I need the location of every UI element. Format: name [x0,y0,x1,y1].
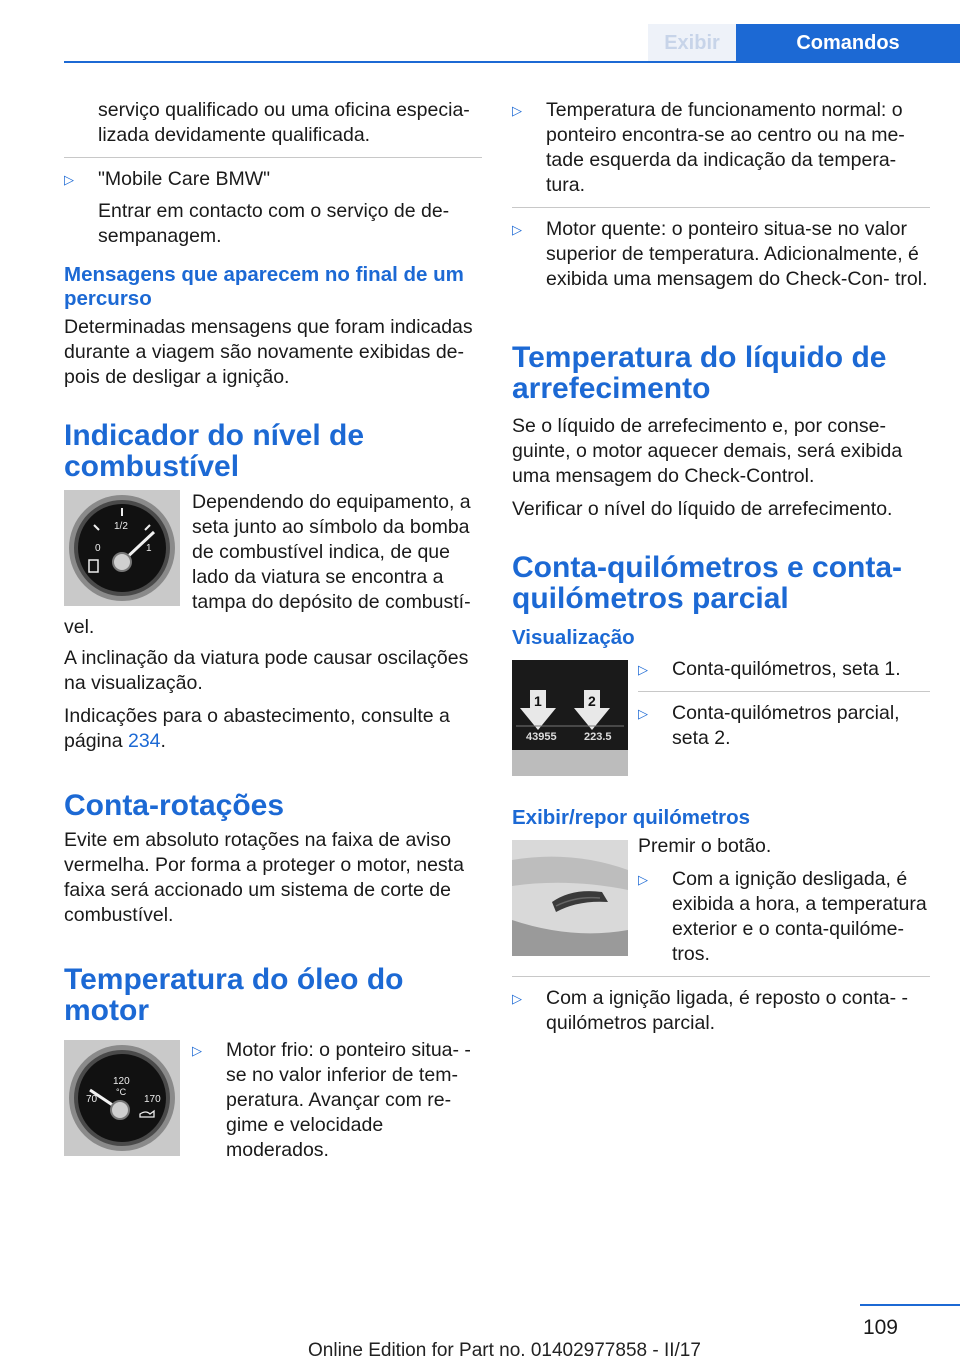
oil-heading: Temperatura do óleo do motor [64,963,404,1027]
separator [512,207,930,208]
separator [638,691,930,692]
page-number: 109 [862,1316,898,1339]
fuel-label-zero: 0 [95,543,101,554]
refuel-page-link[interactable]: 234 [127,730,161,752]
footer-rule [860,1304,960,1306]
odometer-item-1: Conta-quilómetros, seta 1. [672,658,901,680]
reset-list [638,834,930,967]
odometer-section [512,660,930,776]
fuel-heading: Indicador do nível de combustível [64,419,365,483]
tab-comandos[interactable]: Comandos [736,24,960,62]
arrow-1-label: 1 [534,693,542,709]
fuel-tilt-text: A inclinação da viatura pode causar oscilações na visualização. [64,647,469,694]
tab-exibir[interactable]: Exibir [648,24,736,62]
fuel-gauge-image [64,490,180,606]
oil-label-low: 70 [86,1094,98,1105]
reset-item-1: Com a ignição desligada, é exibida a hora, a temperatura exterior e o conta-quilóme- tros. [672,868,927,965]
arrow-2-label: 2 [588,693,596,709]
list-item-mobile-care [64,167,482,192]
refuel-suffix: . [160,730,166,752]
header-tabs [648,24,960,62]
list-item-oil-cold [192,1038,482,1163]
mobile-care-description: Entrar em contacto com o serviço de de- sempanagem. [98,200,450,247]
coolant-text-2: Verificar o nível do líquido de arrefecimento. [512,498,893,520]
left-column [64,98,482,1163]
rev-text: Evite em absoluto rotações na faixa de aviso vermelha. Por forma a proteger o motor, nesta faixa será accionado um sistema de corte de combustível. [64,829,464,926]
odometer-total: 43955 [526,731,557,743]
bullet-triangle-icon: ▷ [512,103,522,118]
list-item-trip [638,701,930,751]
oil-label-mid: 120 [113,1076,130,1087]
messages-text: Determinadas mensagens que foram indicadas durante a viagem são novamente exibidas de- pois de desligar a ignição. [64,316,473,388]
oil-gauge-icon [64,1040,180,1156]
oil-label-high: 170 [144,1094,161,1105]
fuel-text: Dependendo do equipamento, a seta junto ao símbolo da bomba de combustível indica, de que lado da viatura se encontra a tampa do depósito de combustí- vel. [64,491,471,638]
oil-hot-text: Motor quente: o ponteiro situa-se no valor superior de temperatura. Adicionalmente, é exibida uma mensagem do Check-Con- trol. [546,218,928,290]
list-item-oil-normal [512,98,930,198]
refuel-text [64,704,482,754]
rev-heading: Conta-rotações [64,789,285,822]
reset-heading: Exibir/repor quilómetros [512,806,751,829]
display-heading: Visualização [512,626,635,649]
bullet-triangle-icon: ▷ [638,706,648,721]
fuel-gauge-icon [64,490,180,606]
oil-section [64,1040,482,1163]
oil-label-unit: °C [116,1087,127,1097]
list-item-odometer [638,657,930,682]
oil-normal-text: Temperatura de funcionamento normal: o ponteiro encontra-se ao centro ou na me- tade esquerda da indicação da tempera- tura. [546,99,905,196]
messages-heading: Mensagens que aparecem no final de um percurso [64,263,464,310]
oil-gauge-image [64,1040,180,1156]
coolant-text-1: Se o líquido de arrefecimento e, por conse- guinte, o motor aquecer demais, será exibida uma mensagem do Check-Control. [512,415,903,487]
fuel-label-half: 1/2 [114,521,128,532]
mobile-care-label: "Mobile Care BMW" [98,168,271,190]
intro-continuation: serviço qualificado ou uma oficina especia- lizada devidamente qualificada. [98,99,470,146]
bullet-triangle-icon: ▷ [638,662,648,677]
fuel-label-one: 1 [146,543,152,554]
header-rule [64,61,960,63]
reset-button-icon [512,840,628,956]
bullet-triangle-icon: ▷ [192,1043,202,1058]
press-button-text: Premir o botão. [638,835,772,857]
bullet-triangle-icon: ▷ [638,872,648,887]
reset-item-2: Com a ignição ligada, é reposto o conta- -quilómetros parcial. [546,987,909,1034]
separator [512,976,930,977]
odometer-display-icon [512,660,628,776]
odometer-display-image [512,660,628,776]
right-column [512,98,930,1036]
bullet-triangle-icon: ▷ [512,222,522,237]
odometer-heading: Conta-quilómetros e conta- quilómetros parcial [512,551,903,615]
odometer-trip: 223.5 [584,731,612,743]
edition-text: Online Edition for Part no. 01402977858 - II/17 [308,1340,701,1361]
bullet-triangle-icon: ▷ [64,172,74,187]
odometer-list [638,657,930,776]
reset-button-image [512,840,628,956]
refuel-prefix: Indicações para o abastecimento, consulte a página [64,705,450,752]
list-item-oil-hot [512,217,930,292]
separator [64,157,482,158]
odometer-item-2: Conta-quilómetros parcial, seta 2. [672,702,900,749]
list-item-reset-on [512,986,930,1036]
reset-section [512,834,930,967]
bullet-triangle-icon: ▷ [512,991,522,1006]
coolant-heading: Temperatura do líquido de arrefecimento [512,341,887,405]
list-item-reset-off [638,867,930,967]
oil-cold-text: Motor frio: o ponteiro situa- -se no valor inferior de tem- peratura. Avançar com re- gime e velocidade moderados. [226,1039,471,1161]
